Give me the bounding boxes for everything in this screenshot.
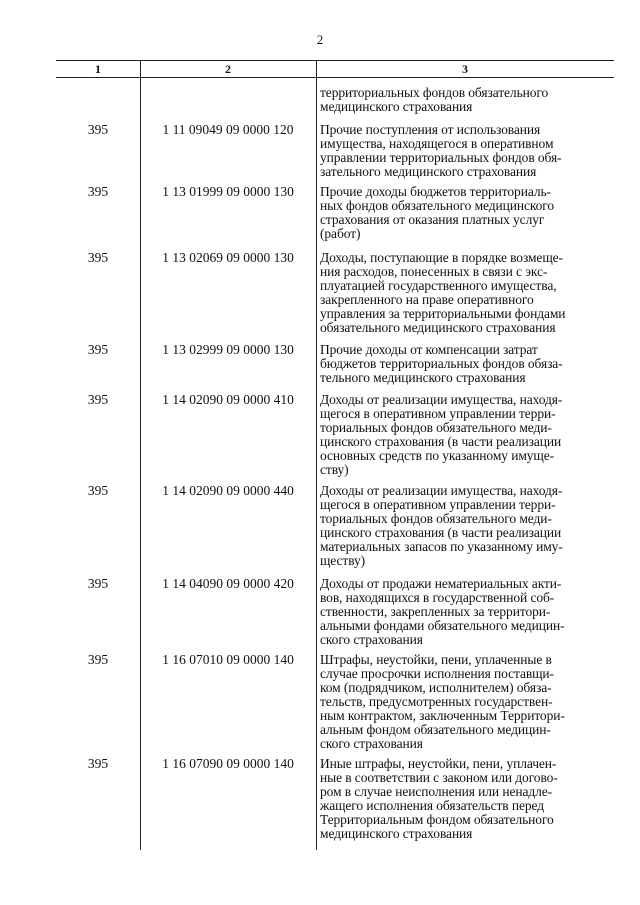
column-divider: [316, 60, 317, 850]
row-description: Прочие поступления от использования имущества, находящегося в оперативном управлении территориальных фондов обя- зательного медицинского страхования: [320, 122, 562, 179]
revenue-code: 1 13 01999 09 0000 130: [162, 184, 294, 199]
admin-code: 395: [87, 652, 109, 667]
revenue-code: 1 11 09049 09 0000 120: [162, 122, 294, 137]
revenue-code: 1 14 02090 09 0000 440: [162, 483, 294, 498]
admin-code: 395: [87, 392, 109, 407]
row-description: Прочие доходы бюджетов территориаль- ных фондов обязательного медицинского страхования от оказания платных услуг (работ): [320, 184, 555, 241]
admin-code: 395: [87, 576, 109, 591]
admin-code: 395: [87, 342, 109, 357]
admin-code: 395: [87, 184, 109, 199]
revenue-code: 1 13 02999 09 0000 130: [162, 342, 294, 357]
table-header: [56, 60, 614, 78]
row-description: Доходы, поступающие в порядке возмеще- ния расходов, понесенных в связи с экс- плуатацией государственного имущества, закрепленного на праве оперативного управления за территориальными фондами обязательного медицинского страхования: [320, 250, 566, 335]
revenue-code: 1 14 04090 09 0000 420: [162, 576, 294, 591]
revenue-code: 1 16 07090 09 0000 140: [162, 756, 294, 771]
revenue-codes-table: [56, 60, 614, 841]
page-number: 2: [316, 32, 324, 47]
row-description: Прочие доходы от компенсации затрат бюджетов территориальных фондов обяза- тельного медицинского страхования: [320, 342, 563, 385]
row-description: Штрафы, неустойки, пени, уплаченные в случае просрочки исполнения поставщи- ком (подрядчиком, исполнителем) обяза- тельств, предусмотренных государствен- ным контрактом, заключенным Территори- альным фондом обязательного медицин- ского страхования: [320, 652, 565, 751]
admin-code: 395: [87, 756, 109, 771]
column-divider: [140, 60, 141, 850]
row-description: Иные штрафы, неустойки, пени, уплачен- ные в соответствии с законом или догово- ром в случае неисполнения или ненадле- жащего исполнения обязательств перед Территориальным фондом обязательного медицинского страхования: [320, 756, 558, 841]
row-description: Доходы от продажи нематериальных акти- вов, находящихся в государственной соб- ственности, закрепленных за территори- альными фондами обязательного медицин- ского страхования: [320, 576, 565, 647]
revenue-code: 1 13 02069 09 0000 130: [162, 250, 294, 265]
column-header-3: 3: [462, 62, 468, 76]
column-header-1: 1: [95, 62, 101, 76]
admin-code: 395: [87, 250, 109, 265]
row-description: Доходы от реализации имущества, находя- щегося в оперативном управлении терри- ториальных фондов обязательного меди- цинского страхования (в части реализации основных средств по указанному имуще- ству): [320, 392, 563, 477]
revenue-code: 1 16 07010 09 0000 140: [162, 652, 294, 667]
admin-code: 395: [87, 122, 109, 137]
admin-code: 395: [87, 483, 109, 498]
column-header-2: 2: [225, 62, 231, 76]
row-description: территориальных фондов обязательного медицинского страхования: [320, 85, 549, 114]
row-description: Доходы от реализации имущества, находя- щегося в оперативном управлении терри- ториальных фондов обязательного меди- цинского страхования (в части реализации материальных запасов по указанному иму- ществу): [320, 483, 563, 568]
revenue-code: 1 14 02090 09 0000 410: [162, 392, 294, 407]
